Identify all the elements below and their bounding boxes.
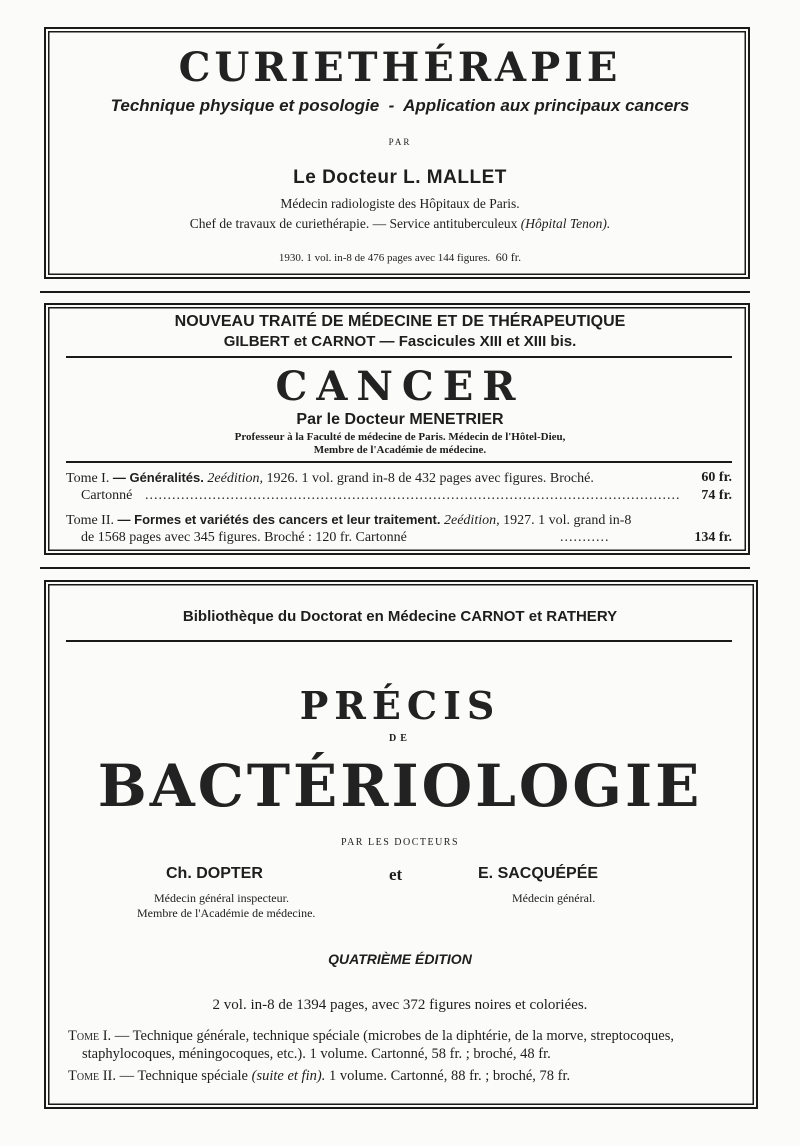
ad2-tome2-leader (560, 530, 610, 546)
ad2-author: Par le Docteur MENETRIER (296, 411, 504, 428)
ad2-tome1-edition-num: 2e (207, 471, 221, 486)
ad2-affiliation1: Professeur à la Faculté de médecine de Paris. Médecin de l'Hôtel-Dieu, (234, 431, 566, 443)
ad2-affiliation2: Membre de l'Académie de médecine. (313, 444, 487, 456)
ad3-author1-aff1: Médecin général inspecteur. (154, 891, 289, 905)
ad3-tome2 (68, 1068, 570, 1085)
ad2-tome2-label: Tome II. (66, 513, 115, 528)
ad2-tome2-line2: de 1568 pages avec 345 figures. Broché : 120 fr. Cartonné (81, 530, 407, 545)
ad3-author1-aff2: Membre de l'Académie de médecine. (137, 906, 316, 920)
ad3-title-bacteriologie: BACTÉRIOLOGIE (97, 752, 703, 820)
ad1-price: 60 fr. (495, 250, 522, 264)
ad3-tome2-text-a: — Technique spéciale (119, 1068, 248, 1084)
ad1-affiliation1: Médecin radiologiste des Hôpitaux de Paris. (280, 196, 520, 211)
ad3-title-de: DE (389, 733, 411, 744)
ad3-author2: E. SACQUÉPÉE (478, 865, 599, 882)
ad2-tome1-price: 60 fr. (701, 470, 732, 485)
ad1-pub-details: 1930. 1 vol. in-8 de 476 pages avec 144 figures. (278, 252, 491, 264)
ad2-tome1-edition: édition, (220, 471, 263, 486)
ad1-par: PAR (388, 137, 412, 147)
ad1-title: CURIETHÉRAPIE (178, 44, 622, 91)
ad3-tome2-italic: (suite et fin). (251, 1068, 326, 1084)
ad3-edition: QUATRIÈME ÉDITION (328, 951, 472, 967)
ad2-title-rule (66, 461, 732, 463)
ad3-header-rule (66, 640, 732, 642)
ad3-author1: Ch. DOPTER (166, 865, 263, 882)
ad3-et: et (389, 865, 403, 884)
ad2-header-rule (66, 356, 732, 358)
ad1-affiliation2-text: Chef de travaux de curiethérapie. — Service antituberculeux (189, 216, 518, 231)
ad3-series: Bibliothèque du Doctorat en Médecine CARNOT et RATHERY (182, 608, 618, 625)
separator-rule-1 (40, 291, 750, 293)
ad2-tome2-edition-num: 2e (444, 513, 458, 528)
ad1-affiliation2-italic: (Hôpital Tenon). (520, 216, 611, 231)
ad3-tome1 (68, 1028, 674, 1045)
ad2-cartonne1-label: Cartonné (81, 488, 133, 503)
ad2-tome1 (66, 470, 594, 487)
ad3-tome2-label: Tome II. (68, 1068, 116, 1084)
ad2-tome2-details: 1927. 1 vol. grand in-8 (503, 513, 632, 528)
ad3-title-precis: PRÉCIS (299, 683, 501, 728)
ad2-tome2-subject: — Formes et variétés des cancers et leur traitement. (117, 512, 441, 527)
ad2-tome1-details: 1926. 1 vol. grand in-8 de 432 pages avec figures. Broché. (266, 471, 594, 486)
ad2-tome1-label: Tome I. (66, 471, 110, 486)
ad1-author: Le Docteur L. MALLET (293, 167, 507, 188)
ad3-par: PAR LES DOCTEURS (340, 837, 460, 848)
ad2-tome2-price: 134 fr. (694, 530, 732, 545)
ad3-tome1-line2: staphylocoques, méningocoques, etc.). 1 volume. Cartonné, 58 fr. ; broché, 48 fr. (82, 1046, 551, 1062)
ad2-tome2-edition: édition, (457, 513, 500, 528)
ad3-tome2-text-b: 1 volume. Cartonné, 88 fr. ; broché, 78 fr. (328, 1068, 571, 1084)
ad3-volumes: 2 vol. in-8 de 1394 pages, avec 372 figures noires et coloriées. (212, 997, 588, 1013)
ad2-series-line1: NOUVEAU TRAITÉ DE MÉDECINE ET DE THÉRAPEUTIQUE (174, 313, 626, 330)
ad2-tome2 (66, 512, 631, 529)
ad2-title: CANCER (275, 363, 525, 410)
ad2-cartonne1-leader (145, 488, 680, 504)
separator-rule-2 (40, 567, 750, 569)
ad1-publication (0, 250, 800, 265)
ad1-affiliation2 (0, 216, 800, 232)
ad1-subtitle: Technique physique et posologie - Application aux principaux cancers (110, 96, 690, 115)
ad3-author2-aff: Médecin général. (512, 891, 596, 905)
ad2-cartonne1-price: 74 fr. (701, 488, 732, 503)
ad2-series-line2: GILBERT et CARNOT — Fascicules XIII et XIII bis. (223, 333, 577, 350)
ad3-tome1-label: Tome I. (68, 1028, 112, 1044)
ad2-tome1-subject: — Généralités. (112, 470, 204, 485)
ad3-tome1-text: — Technique générale, technique spéciale (microbes de la diphtérie, de la morve, streptocoques, (114, 1028, 674, 1044)
